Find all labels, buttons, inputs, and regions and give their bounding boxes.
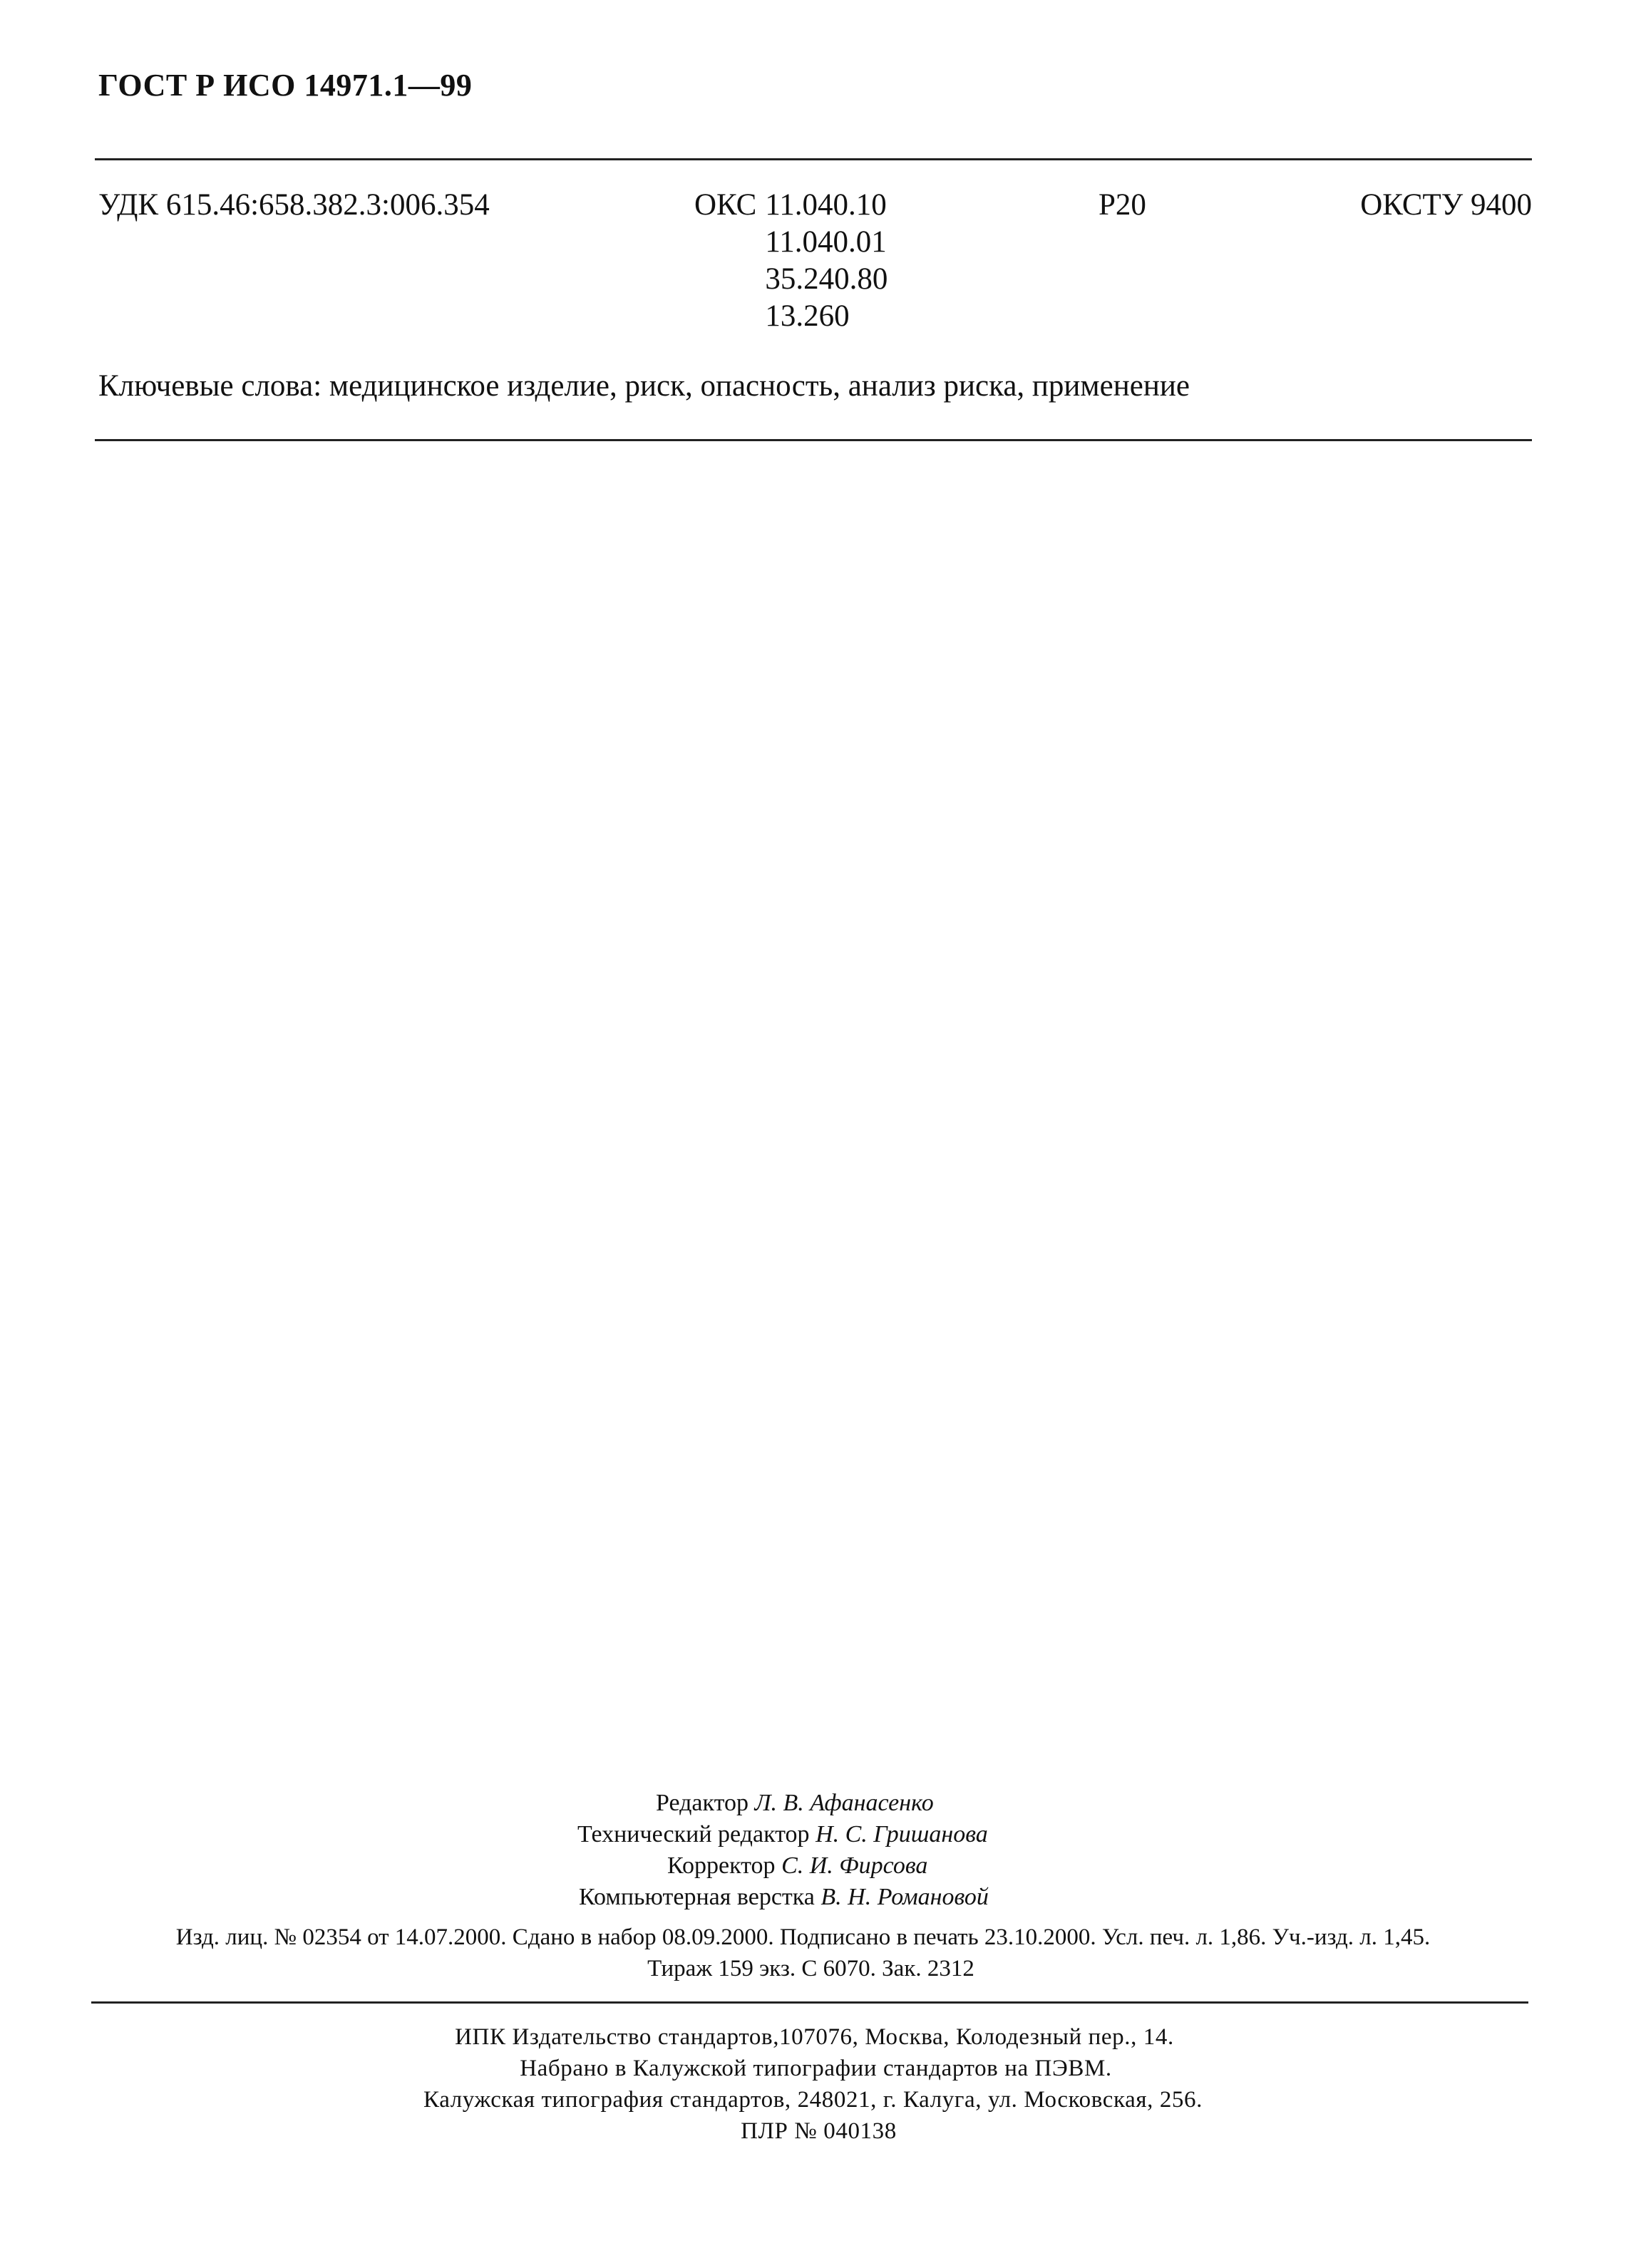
imprint-line: Изд. лиц. № 02354 от 14.07.2000. Сдано в набор 08.09.2000. Подписано в печать 23.10.2000. Усл. печ. л. 1,86. Уч.-изд. л. 1,45. [175,1924,1431,1950]
credit-name: В. Н. Романовой [820,1884,989,1910]
credit-role: Компьютерная верстка [579,1884,815,1910]
imprint-divider [91,2001,1528,2004]
oks-label: ОКС [694,188,757,222]
credit-proofreader [667,1850,927,1882]
credit-name: Н. С. Гришанова [816,1821,988,1847]
publisher-line: Набрано в Калужской типографии стандартов на ПЭВМ. [520,2056,1112,2081]
keywords-line: Ключевые слова: медицинское изделие, риск, опасность, анализ риска, применение [98,369,1190,403]
credit-name: Л. В. Афанасенко [754,1790,934,1816]
keywords-divider [95,439,1532,441]
publisher-line: ИПК Издательство стандартов,107076, Москва, Колодезный пер., 14. [455,2024,1174,2050]
credit-role: Технический редактор [577,1821,810,1847]
imprint-line: Тираж 159 экз. С 6070. Зак. 2312 [647,1956,974,1981]
credit-role: Редактор [656,1790,748,1816]
publisher-block [0,2021,1636,2147]
oks-code: 11.040.10 [765,188,887,222]
okstu-code: ОКСТУ 9400 [1360,188,1532,222]
publisher-line: Калужская типография стандартов, 248021, г. Калуга, ул. Московская, 256. [423,2087,1203,2113]
document-id: ГОСТ Р ИСО 14971.1—99 [98,68,473,103]
top-divider [95,158,1532,160]
imprint-block [0,1922,1636,1984]
publisher-line: ПЛР № 040138 [741,2118,897,2144]
credit-technical-editor [577,1819,988,1850]
oks-codes [765,187,888,335]
credit-name: С. И. Фирсова [781,1852,928,1879]
udk-code: УДК 615.46:658.382.3:006.354 [98,188,490,222]
oks-code: 13.260 [765,299,850,333]
oks-code: 35.240.80 [765,262,888,296]
credit-editor [656,1788,934,1819]
credit-role: Корректор [667,1852,776,1879]
oks-code: 11.040.01 [765,225,887,259]
r-code: Р20 [1099,188,1146,222]
oks-block [694,187,888,335]
credit-layout [579,1882,989,1913]
